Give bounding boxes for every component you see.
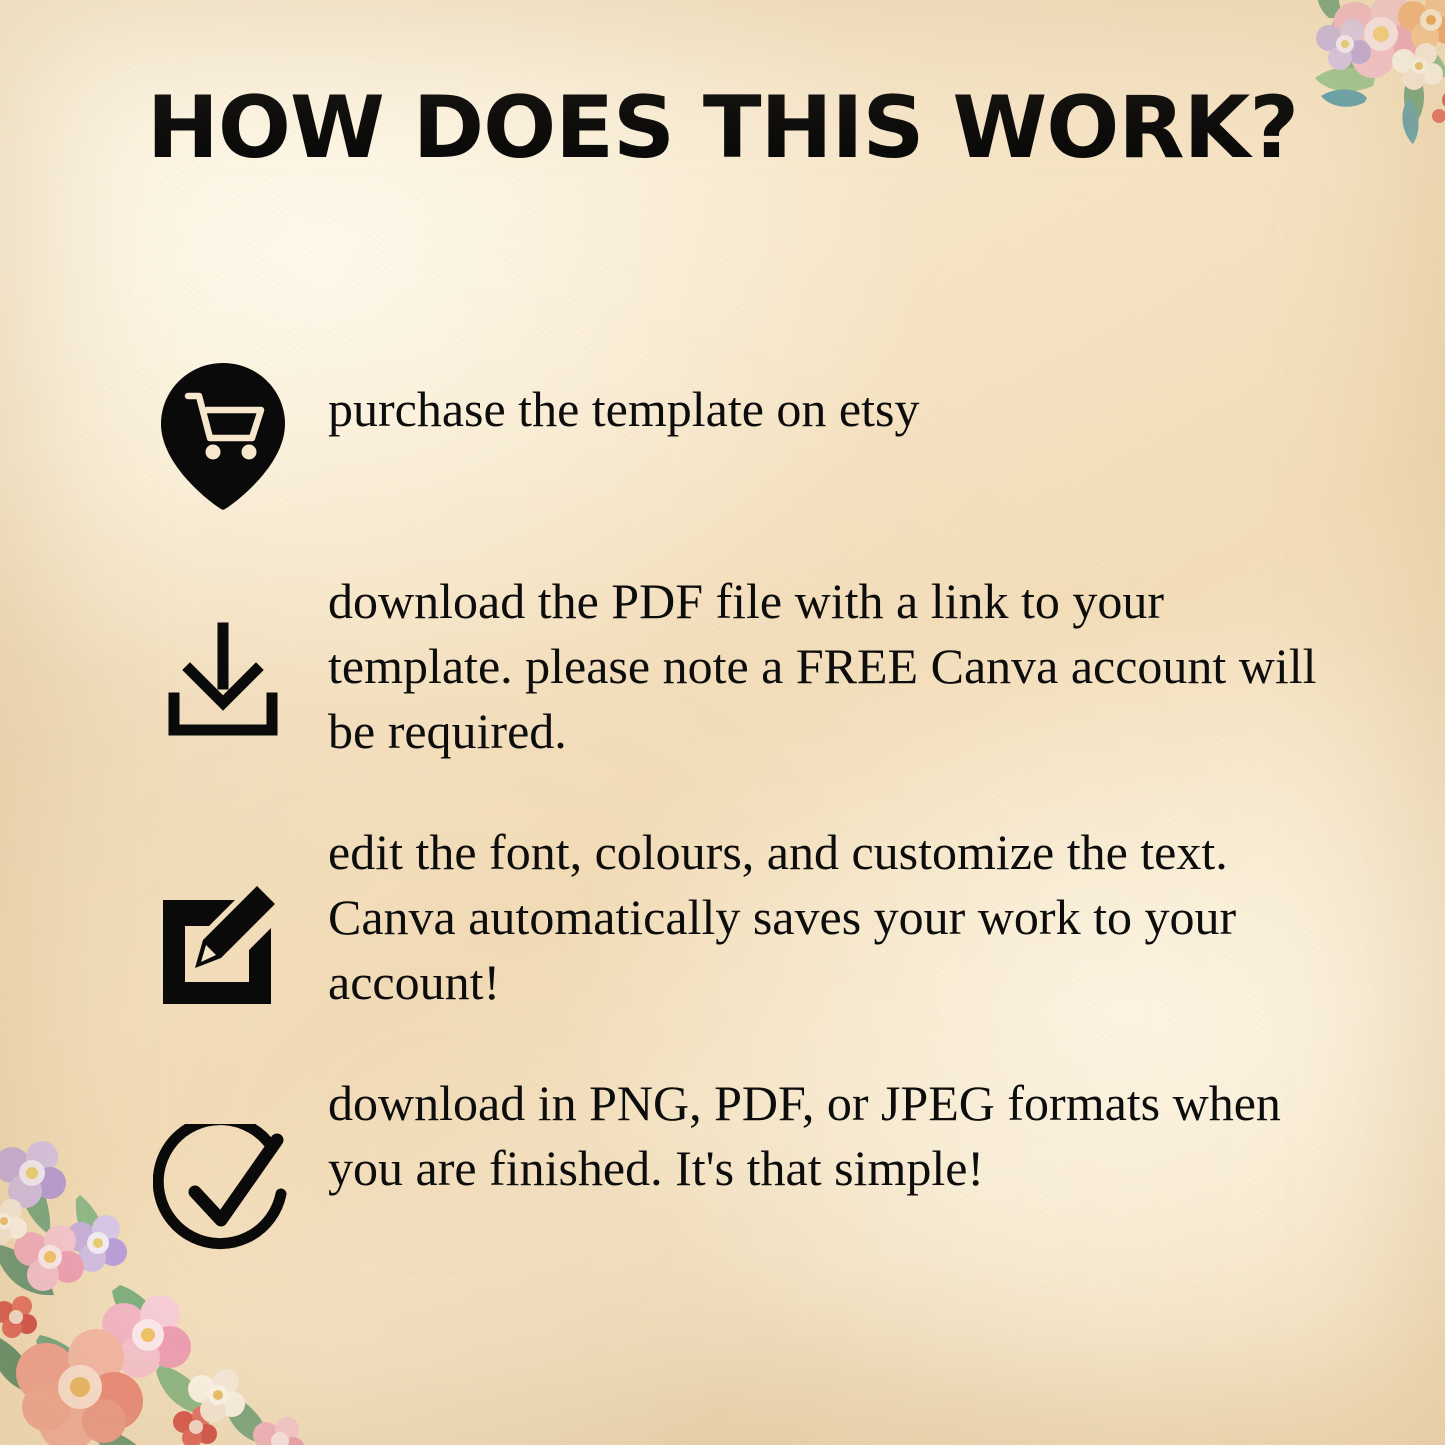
list-item	[118, 1069, 1348, 1264]
list-item-label: edit the font, colours, and customize the text. Canva automatically saves your work to your account!	[328, 824, 1237, 1010]
list-item	[118, 355, 1348, 511]
list-item	[118, 818, 1348, 1015]
list-item-label: purchase the template on etsy	[328, 381, 920, 437]
steps-list	[118, 355, 1348, 1264]
list-item	[118, 567, 1348, 764]
page-title: HOW DOES THIS WORK?	[146, 78, 1299, 178]
download-icon	[118, 567, 328, 742]
edit-pencil-square-icon	[118, 818, 328, 1010]
shopping-cart-pin-icon	[118, 355, 328, 511]
list-item-label: download in PNG, PDF, or JPEG formats when you are finished. It's that simple!	[328, 1075, 1281, 1196]
check-circle-icon	[118, 1069, 328, 1264]
list-item-label: download the PDF file with a link to your template. please note a FREE Canva account will be required.	[328, 573, 1317, 759]
